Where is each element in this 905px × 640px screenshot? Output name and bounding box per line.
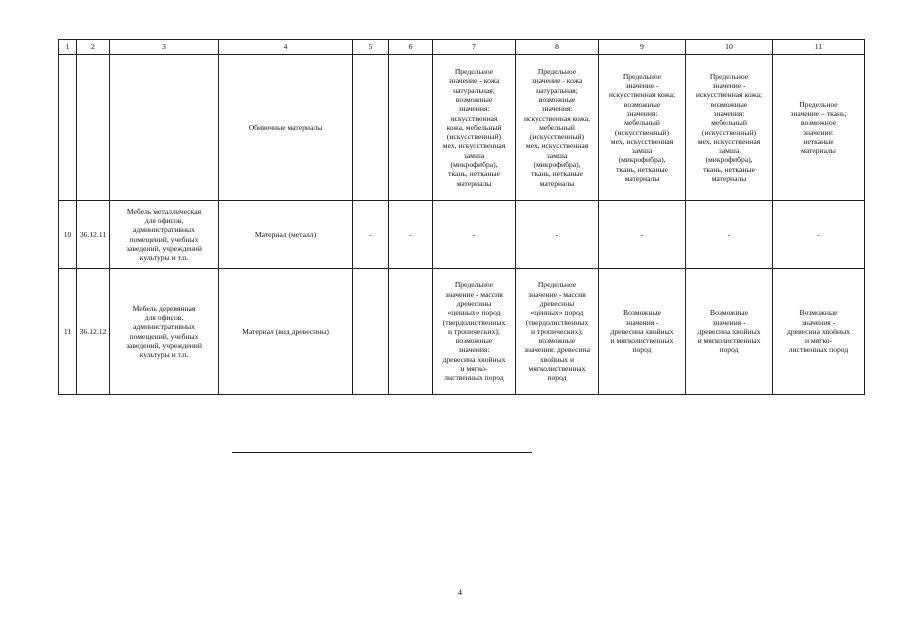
value-cell: - bbox=[433, 201, 516, 269]
value-cell: Предельное значение - кожа натуральная; возможные значения: искусственная кожа, мебельный (искусственный) мех, искусственная замша (микрофибра), ткань, нетканые материалы bbox=[516, 55, 599, 201]
end-of-document-rule bbox=[232, 452, 532, 453]
header-cell: 1 bbox=[59, 40, 77, 55]
header-cell: 11 bbox=[773, 40, 865, 55]
header-cell: 8 bbox=[516, 40, 599, 55]
value-cell: Предельное значение - массив древесины «ценных» пород (твердолиственных и тропических); возможные значения: древесина хвойных и мягколиственных пород bbox=[516, 269, 599, 395]
value-cell: Предельное значение - массив древесины «ценных» пород (твердолиственных и тропических); возможные значения: древесина хвойных и мягко- лиственных пород bbox=[433, 269, 516, 395]
value-cell: Возможные значения - древесина хвойных и мягко- лиственных пород bbox=[773, 269, 865, 395]
table-cell bbox=[389, 55, 433, 201]
table-row bbox=[59, 201, 865, 269]
code-cell: 36.12.12 bbox=[77, 269, 110, 395]
table-cell bbox=[389, 269, 433, 395]
value-cell: - bbox=[773, 201, 865, 269]
table-cell: - bbox=[353, 201, 389, 269]
row-number-cell: 10 bbox=[59, 201, 77, 269]
item-name-cell bbox=[110, 55, 219, 201]
code-cell: 36.12.11 bbox=[77, 201, 110, 269]
table-row bbox=[59, 55, 865, 201]
value-cell: Предельное значение – ткань; возможное значение: нетканые материалы bbox=[773, 55, 865, 201]
table-cell bbox=[353, 269, 389, 395]
specification-table bbox=[58, 39, 865, 395]
value-cell: Предельное значение - искусственная кожа; возможные значения: мебельный (искусственный) мех, искусственная замша (микрофибра), ткань, нетканые материалы bbox=[599, 55, 686, 201]
value-cell: Предельное значение - искусственная кожа; возможные значения: мебельный (искусственный) мех, искусственная замша (микрофибра), ткань, нетканые материалы bbox=[686, 55, 773, 201]
table-header-row bbox=[59, 40, 865, 55]
characteristic-cell: Обивочные материалы bbox=[219, 55, 353, 201]
header-cell: 5 bbox=[353, 40, 389, 55]
page-number: 4 bbox=[458, 588, 462, 597]
table-cell bbox=[353, 55, 389, 201]
characteristic-cell: Материал (металл) bbox=[219, 201, 353, 269]
value-cell: Возможные значения - древесина хвойных и мягколиственных пород bbox=[686, 269, 773, 395]
code-cell bbox=[77, 55, 110, 201]
characteristic-cell: Материал (вид древесины) bbox=[219, 269, 353, 395]
table-row bbox=[59, 269, 865, 395]
row-number-cell bbox=[59, 55, 77, 201]
header-cell: 9 bbox=[599, 40, 686, 55]
value-cell: Предельное значение - кожа натуральная; возможные значения: искусственная кожа, мебельный (искусственный) мех, искусственная замша (микрофибра), ткань, нетканые материалы bbox=[433, 55, 516, 201]
header-cell: 10 bbox=[686, 40, 773, 55]
item-name-cell: Мебель металлическая для офисов, административных помещений, учебных заведений, учреждений культуры и т.п. bbox=[110, 201, 219, 269]
value-cell: - bbox=[516, 201, 599, 269]
table-cell: - bbox=[389, 201, 433, 269]
value-cell: Возможные значения - древесина хвойных и мягколиственных пород bbox=[599, 269, 686, 395]
item-name-cell: Мебель деревянная для офисов, административных помещений, учебных заведений, учреждений культуры и т.п. bbox=[110, 269, 219, 395]
header-cell: 4 bbox=[219, 40, 353, 55]
header-cell: 7 bbox=[433, 40, 516, 55]
value-cell: - bbox=[599, 201, 686, 269]
header-cell: 2 bbox=[77, 40, 110, 55]
header-cell: 6 bbox=[389, 40, 433, 55]
header-cell: 3 bbox=[110, 40, 219, 55]
row-number-cell: 11 bbox=[59, 269, 77, 395]
value-cell: - bbox=[686, 201, 773, 269]
